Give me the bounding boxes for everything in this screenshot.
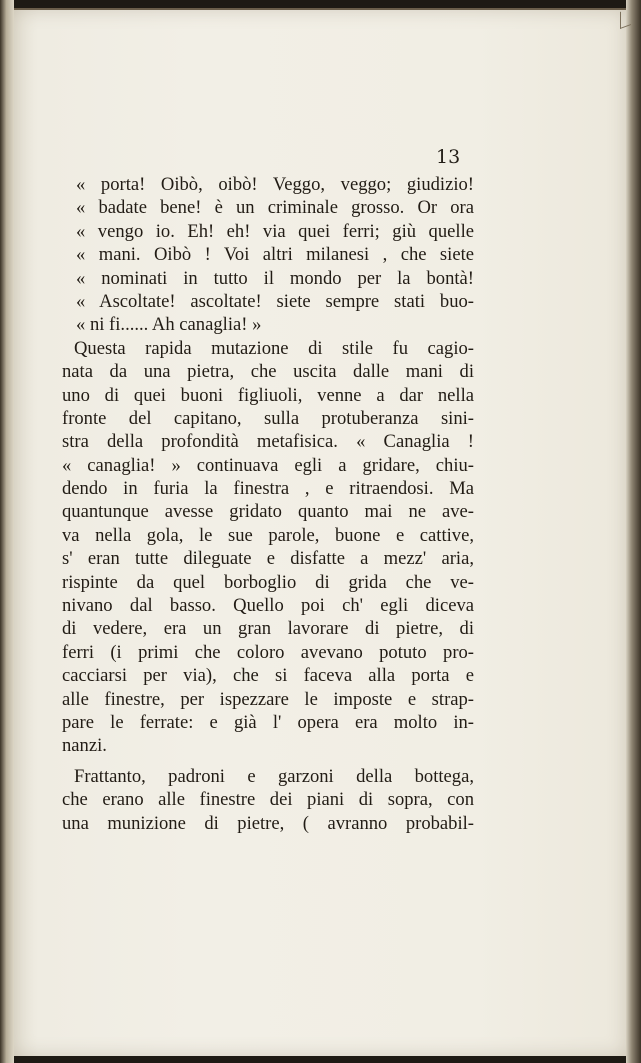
text-line: ferri (i primi che coloro avevano potuto pro- xyxy=(62,641,474,663)
text-line: che erano alle finestre dei piani di sopra, con xyxy=(62,789,474,811)
text-line: « nominati in tutto il mondo per la bontà! xyxy=(76,267,474,289)
text-line: « porta! Oibò, oibò! Veggo, veggo; giudizio! xyxy=(76,174,474,195)
text-line: una munizione di pietre, ( avranno probabil- xyxy=(62,812,474,834)
text-line: quantunque avesse gridato quanto mai ne ave- xyxy=(62,501,474,523)
paragraph xyxy=(62,337,474,758)
text-line: « Ascoltate! ascoltate! siete sempre stati buo- xyxy=(76,290,474,312)
text-line: pare le ferrate: e già l' opera era molto in- xyxy=(62,711,474,733)
text-line: fronte del capitano, sulla protuberanza sini- xyxy=(62,407,474,429)
page-number: 13 xyxy=(436,146,461,168)
text-line: dendo in furia la finestra , e ritraendosi. Ma xyxy=(62,478,474,500)
page-text xyxy=(62,173,474,835)
text-line: rispinte da quel borboglio di grida che ve- xyxy=(62,571,474,593)
text-line: « vengo io. Eh! eh! via quei ferri; giù quelle xyxy=(76,220,474,242)
text-line: uno di quei buoni figliuoli, venne a dar nella xyxy=(62,384,474,406)
text-line: « mani. Oibò ! Voi altri milanesi , che siete xyxy=(76,244,474,266)
text-line: Frattanto, padroni e garzoni della bottega, xyxy=(74,765,474,787)
text-line: va nella gola, le sue parole, buone e cattive, xyxy=(62,524,474,546)
text-line: alle finestre, per ispezzare le imposte e strap- xyxy=(62,688,474,710)
paragraph xyxy=(62,765,474,835)
paragraph-gap xyxy=(62,758,474,765)
page-fore-edge xyxy=(626,0,641,1063)
text-line: di vedere, era un gran lavorare di pietre, di xyxy=(62,618,474,640)
text-line: « ni fi...... Ah canaglia! » xyxy=(76,314,262,336)
text-line: nanzi. xyxy=(62,735,107,757)
text-line: « canaglia! » continuava egli a gridare, chiu- xyxy=(62,454,474,476)
text-line: s' eran tutte dileguate e disfatte a mezz' aria, xyxy=(62,548,474,570)
text-line: nata da una pietra, che uscita dalle mani di xyxy=(62,361,474,383)
quoted-speech-block xyxy=(62,173,474,337)
text-line: stra della profondità metafisica. « Canaglia ! xyxy=(62,431,474,453)
text-line: nivano dal basso. Quello poi ch' egli diceva xyxy=(62,595,474,617)
text-line: cacciarsi per via), che si faceva alla porta e xyxy=(62,665,474,687)
text-line: « badate bene! è un criminale grosso. Or ora xyxy=(76,197,474,219)
text-line: Questa rapida mutazione di stile fu cagio- xyxy=(74,337,474,359)
book-binding-edge xyxy=(0,0,14,1063)
